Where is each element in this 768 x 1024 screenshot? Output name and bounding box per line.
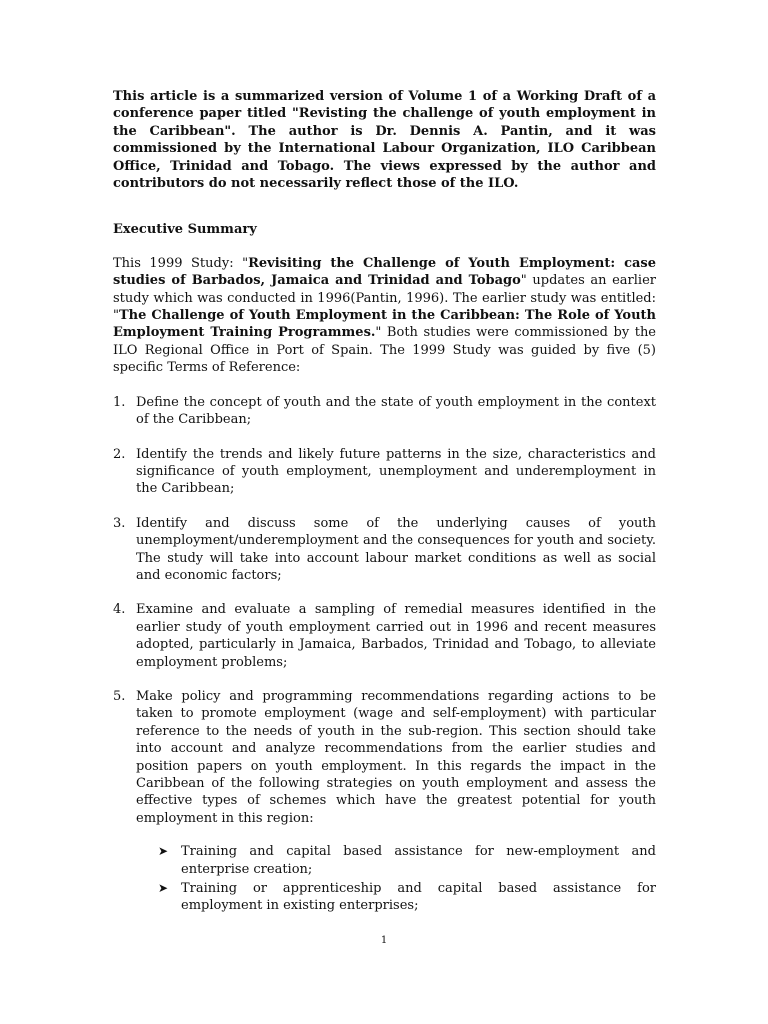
list-item xyxy=(113,394,656,429)
strategy-sub-list xyxy=(158,843,656,915)
page-number: 1 xyxy=(380,935,388,946)
summary-paragraph xyxy=(113,255,656,377)
terms-of-reference-list xyxy=(113,394,656,915)
arrow-bullet-icon: ➤ xyxy=(158,881,169,896)
intro-paragraph: This article is a summarized version of Volume 1 of a Working Draft of a conference paper titled "Revisting the challenge of youth employment in the Caribbean". The author is Dr. Dennis A. Pantin, and it was commissioned by the International Labour Organization, ILO Caribbean Office, Trinidad and Tobago. The views expressed by the author and contributors do not necessarily reflect those of the ILO. xyxy=(113,89,656,192)
list-item-text: Define the concept of youth and the state of youth employment in the context of the Caribbean; xyxy=(136,394,656,428)
list-item-text: Make policy and programming recommendations regarding actions to be taken to promote employment (wage and self-employment) with particular reference to the needs of youth in the sub-region. This section should take into account and analyze recommendations from the earlier studies and position papers on youth employment. In this regards the impact in the Caribbean of the following strategies on youth employment and assess the effective types of schemes which have the greatest potential for youth employment in this region: xyxy=(136,688,656,826)
list-item-text: Identify and discuss some of the underlying causes of youth unemployment/underemployment and the consequences for youth and society. The study will take into account labour market conditions as well as social and economic factors; xyxy=(136,515,656,583)
list-item xyxy=(113,688,656,915)
section-title: Executive Summary xyxy=(113,222,257,238)
list-item-text: Identify the trends and likely future patterns in the size, characteristics and significance of youth employment, unemployment and underemployment in the Caribbean; xyxy=(136,446,656,497)
study-title-1999: Revisiting the Challenge of Youth Employment: case studies of Barbados, Jamaica and Trinidad and Tobago xyxy=(113,255,656,289)
summary-text-1: This 1999 Study: " xyxy=(113,255,249,271)
list-number: 1. xyxy=(113,394,126,410)
list-number: 2. xyxy=(113,446,126,462)
list-number: 4. xyxy=(113,602,126,618)
list-item xyxy=(113,515,656,585)
sub-list-item-text: Training or apprenticeship and capital based assistance for employment in existing enterprises; xyxy=(181,881,656,914)
summary-text-3: " Both studies were commissioned by the ILO Regional Office in Port of Spain. The 1999 Study was guided by five (5) specific Terms of Reference: xyxy=(113,325,657,376)
sub-list-item xyxy=(158,843,656,878)
arrow-bullet-icon: ➤ xyxy=(158,844,169,859)
list-item xyxy=(113,446,656,498)
list-number: 3. xyxy=(113,515,126,531)
document-page xyxy=(113,88,656,932)
study-title-1996: The Challenge of Youth Employment in the Caribbean: The Role of Youth Employment Training Programmes. xyxy=(113,308,656,341)
sub-list-item xyxy=(158,880,656,915)
list-number: 5. xyxy=(113,688,126,704)
list-item-text: Examine and evaluate a sampling of remedial measures identified in the earlier study of youth employment carried out in 1996 and recent measures adopted, particularly in Jamaica, Barbados, Trinidad and Tobago, to alleviate employment problems; xyxy=(136,602,656,670)
summary-text-2: " updates an earlier study which was conducted in 1996(Pantin, 1996). The earlier study was entitled: " xyxy=(113,273,656,324)
list-item xyxy=(113,601,656,671)
sub-list-item-text: Training and capital based assistance for new-employment and enterprise creation; xyxy=(181,844,656,877)
